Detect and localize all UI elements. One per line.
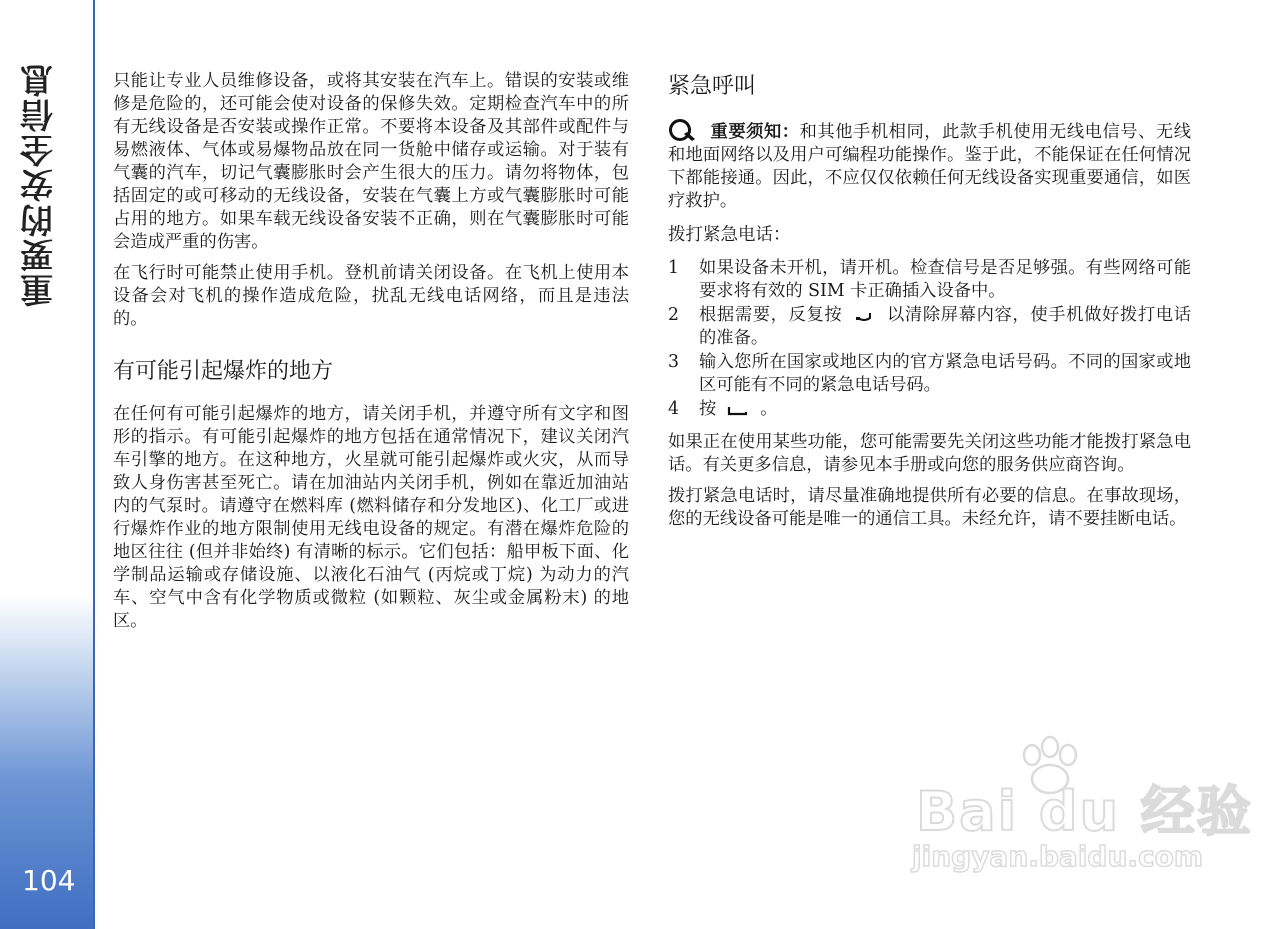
step-number: 2 xyxy=(668,305,679,325)
step-number: 1 xyxy=(668,258,679,278)
explosive-areas-paragraph: 在任何有可能引起爆炸的地方，请关闭手机，并遵守所有文字和图形的指示。有可能引起爆炸的地方包括在通常情况下，建议关闭汽车引擎的地方。在这种地方，火星就可能引起爆炸或火灾，从而导致人身伤害甚至死亡。请在加油站内关闭手机，例如在靠近加油站内的气泵时。请遵守在燃料库 (燃料储存和分发地区)、化工厂或进行爆炸作业的地方限制使用无线电设备的规定。有潜在爆炸危险的地区往往 (但并非始终) 有清晰的标示。它们包括：船甲板下面、化学制品运输或存储设施、以液化石油气 (丙烷或丁烷) 为动力的汽车、空气中含有化学物质或微粒 (如颗粒、灰尘或金属粉末) 的地区。 xyxy=(113,404,629,631)
vehicle-safety-paragraph: 只能让专业人员维修设备，或将其安装在汽车上。错误的安装或维修是危险的，还可能会使对设备的保修失效。定期检查汽车中的所有无线设备是否安装或操作正常。不要将本设备及其部件或配件与易燃液体、气体或易爆物品放在同一货舱中储存或运输。对于装有气囊的汽车，切记气囊膨胀时会产生很大的压力。请勿将物体，包括固定的或可移动的无线设备，安装在气囊上方或气囊膨胀时可能占用的地方。如果车载无线设备安装不正确，则在气囊膨胀时可能会造成严重的伤害。 xyxy=(113,71,629,252)
baidu-watermark xyxy=(900,735,1253,885)
step-number: 3 xyxy=(668,352,679,372)
step-text: 如果设备未开机，请开机。检查信号是否足够强。有些网络可能要求将有效的 SIM 卡正确插入设备中。 xyxy=(699,258,1191,301)
watermark-logo: Bai du 经验 xyxy=(916,780,1253,843)
step-text: 以清除屏幕内容，使手机做好拨打电话的准备。 xyxy=(699,305,1191,348)
explosive-areas-heading: 有可能引起爆炸的地方 xyxy=(113,359,334,384)
provide-info-paragraph: 拨打紧急电话时，请尽量准确地提供所有必要的信息。在事故现场，您的无线设备可能是唯一的通信工具。未经允许，请不要挂断电话。 xyxy=(668,486,1191,529)
notice-label: 重要须知： xyxy=(710,122,800,142)
sidebar-divider xyxy=(93,0,95,929)
step-text: 输入您所在国家或地区内的官方紧急电话号码。不同的国家或地区可能有不同的紧急电话号码。 xyxy=(699,352,1191,395)
emergency-calls-heading: 紧急呼叫 xyxy=(668,74,757,99)
step-number: 4 xyxy=(668,399,679,419)
watermark-url: jingyan.baidu.com xyxy=(912,840,1204,873)
list-item xyxy=(668,398,1191,421)
call-key-icon xyxy=(724,403,752,417)
important-notice-icon xyxy=(668,118,696,142)
clear-key-icon xyxy=(850,309,878,323)
important-notice xyxy=(668,118,1191,213)
list-item xyxy=(668,351,1191,397)
notice-text: 和其他手机相同，此款手机使用无线电信号、无线和地面网络以及用户可编程功能操作。鉴于此，不能保证在任何情况下都能接通。因此，不应仅仅依赖任何无线设备实现重要通信，如医疗救护。 xyxy=(668,122,1191,211)
section-title-vertical: 重要的安全信息 xyxy=(19,62,58,307)
dial-emergency-subheading: 拨打紧急电话： xyxy=(668,225,791,245)
page-number: 104 xyxy=(22,864,76,897)
step-text: 根据需要，反复按 xyxy=(699,305,843,325)
emergency-steps-list xyxy=(668,257,1191,421)
list-item xyxy=(668,304,1191,350)
left-column xyxy=(113,70,629,641)
feature-close-paragraph: 如果正在使用某些功能，您可能需要先关闭这些功能才能拨打紧急电话。有关更多信息，请参见本手册或向您的服务供应商咨询。 xyxy=(668,432,1191,475)
right-column xyxy=(668,70,1191,539)
step-text: 。 xyxy=(760,399,778,419)
step-text: 按 xyxy=(699,399,717,419)
list-item xyxy=(668,257,1191,303)
aircraft-paragraph: 在飞行时可能禁止使用手机。登机前请关闭设备。在飞机上使用本设备会对飞机的操作造成危险，扰乱无线电话网络，而且是违法的。 xyxy=(113,263,629,329)
